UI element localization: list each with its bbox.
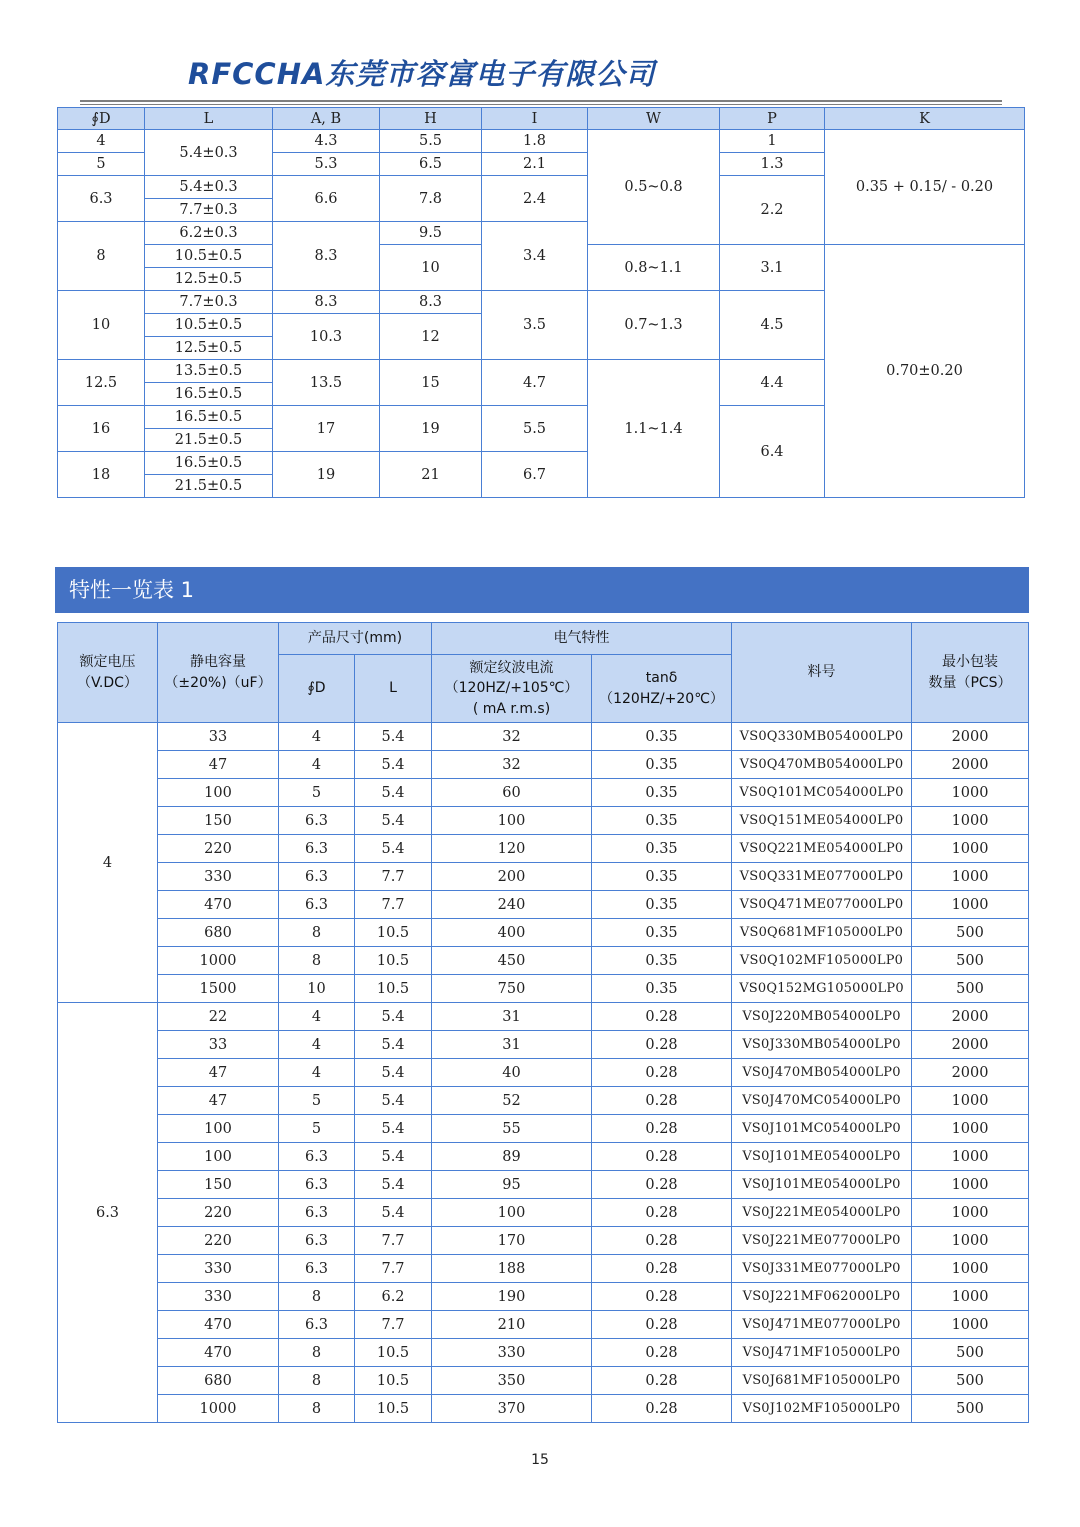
cell-min-package: 1000 [912, 1199, 1029, 1227]
cell-diameter: 8 [279, 1367, 355, 1395]
header-size: 产品尺寸(mm) [279, 623, 432, 655]
cell-h: 21 [380, 452, 482, 498]
cell-min-package: 1000 [912, 1115, 1029, 1143]
cell-h: 10 [380, 245, 482, 291]
cell-w: 0.7~1.3 [588, 291, 720, 360]
cell-capacitance: 33 [158, 723, 279, 751]
header-divider-thin [80, 104, 1002, 105]
table-row [58, 919, 1029, 947]
cell-capacitance: 1000 [158, 1395, 279, 1423]
cell-min-package: 1000 [912, 835, 1029, 863]
cell-part-number: VS0Q101MC054000LP0 [732, 779, 912, 807]
cell-d: 12.5 [58, 360, 145, 406]
cell-ripple-current: 60 [432, 779, 592, 807]
cell-k: 0.35 + 0.15/ - 0.20 [825, 130, 1025, 245]
column-header: A, B [273, 108, 380, 130]
cell-l: 13.5±0.5 [145, 360, 273, 383]
cell-w: 1.1~1.4 [588, 360, 720, 498]
cell-length: 5.4 [355, 723, 432, 751]
cell-l: 16.5±0.5 [145, 452, 273, 475]
cell-ripple-current: 52 [432, 1087, 592, 1115]
cell-min-package: 1000 [912, 1283, 1029, 1311]
cell-l: 16.5±0.5 [145, 383, 273, 406]
cell-l: 7.7±0.3 [145, 199, 273, 222]
cell-p: 2.2 [720, 176, 825, 245]
cell-diameter: 6.3 [279, 1199, 355, 1227]
cell-capacitance: 330 [158, 863, 279, 891]
cell-tan-delta: 0.35 [592, 779, 732, 807]
cell-min-package: 1000 [912, 1087, 1029, 1115]
cell-length: 5.4 [355, 807, 432, 835]
cell-l: 12.5±0.5 [145, 268, 273, 291]
cell-ripple-current: 450 [432, 947, 592, 975]
cell-min-package: 500 [912, 1339, 1029, 1367]
cell-rated-voltage: 6.3 [58, 1003, 158, 1423]
cell-l: 5.4±0.3 [145, 130, 273, 176]
cell-tan-delta: 0.28 [592, 1143, 732, 1171]
cell-capacitance: 150 [158, 1171, 279, 1199]
table-row [58, 1283, 1029, 1311]
header-length: L [355, 655, 432, 723]
cell-tan-delta: 0.35 [592, 835, 732, 863]
cell-k: 0.70±0.20 [825, 245, 1025, 498]
cell-ripple-current: 89 [432, 1143, 592, 1171]
cell-length: 5.4 [355, 835, 432, 863]
cell-tan-delta: 0.35 [592, 723, 732, 751]
cell-diameter: 4 [279, 723, 355, 751]
table-row [58, 947, 1029, 975]
cell-capacitance: 470 [158, 1311, 279, 1339]
table-row [58, 1255, 1029, 1283]
cell-min-package: 2000 [912, 1003, 1029, 1031]
cell-length: 5.4 [355, 1143, 432, 1171]
cell-tan-delta: 0.28 [592, 1031, 732, 1059]
cell-diameter: 6.3 [279, 891, 355, 919]
cell-min-package: 1000 [912, 891, 1029, 919]
header-capacitance: 静电容量 （±20%)（uF） [158, 623, 279, 723]
cell-i: 3.4 [482, 222, 588, 291]
cell-capacitance: 100 [158, 1115, 279, 1143]
cell-ripple-current: 200 [432, 863, 592, 891]
cell-capacitance: 22 [158, 1003, 279, 1031]
cell-ripple-current: 210 [432, 1311, 592, 1339]
cell-i: 5.5 [482, 406, 588, 452]
cell-part-number: VS0Q330MB054000LP0 [732, 723, 912, 751]
cell-rated-voltage: 4 [58, 723, 158, 1003]
cell-capacitance: 330 [158, 1283, 279, 1311]
cell-diameter: 8 [279, 1339, 355, 1367]
cell-tan-delta: 0.35 [592, 947, 732, 975]
cell-p: 1.3 [720, 153, 825, 176]
cell-diameter: 4 [279, 1031, 355, 1059]
cell-ripple-current: 400 [432, 919, 592, 947]
cell-d: 16 [58, 406, 145, 452]
cell-part-number: VS0J470MC054000LP0 [732, 1087, 912, 1115]
cell-diameter: 5 [279, 779, 355, 807]
cell-diameter: 6.3 [279, 1227, 355, 1255]
cell-tan-delta: 0.28 [592, 1199, 732, 1227]
cell-part-number: VS0J221MF062000LP0 [732, 1283, 912, 1311]
cell-ab: 6.6 [273, 176, 380, 222]
cell-length: 10.5 [355, 947, 432, 975]
cell-diameter: 6.3 [279, 1255, 355, 1283]
cell-part-number: VS0J220MB054000LP0 [732, 1003, 912, 1031]
cell-ab: 17 [273, 406, 380, 452]
cell-ripple-current: 95 [432, 1171, 592, 1199]
cell-d: 6.3 [58, 176, 145, 222]
table-header-row [58, 108, 1025, 130]
cell-ripple-current: 40 [432, 1059, 592, 1087]
cell-diameter: 5 [279, 1087, 355, 1115]
cell-w: 0.8~1.1 [588, 245, 720, 291]
cell-capacitance: 1500 [158, 975, 279, 1003]
cell-h: 6.5 [380, 153, 482, 176]
cell-capacitance: 47 [158, 751, 279, 779]
table-row [58, 1339, 1029, 1367]
cell-h: 7.8 [380, 176, 482, 222]
cell-ripple-current: 750 [432, 975, 592, 1003]
cell-capacitance: 33 [158, 1031, 279, 1059]
table-row [58, 1003, 1029, 1031]
cell-h: 9.5 [380, 222, 482, 245]
cell-part-number: VS0Q221ME054000LP0 [732, 835, 912, 863]
cell-capacitance: 47 [158, 1087, 279, 1115]
column-header: W [588, 108, 720, 130]
cell-l: 10.5±0.5 [145, 245, 273, 268]
cell-part-number: VS0Q471ME077000LP0 [732, 891, 912, 919]
header-electrical: 电气特性 [432, 623, 732, 655]
column-header: ∮D [58, 108, 145, 130]
cell-min-package: 500 [912, 1395, 1029, 1423]
cell-length: 7.7 [355, 891, 432, 919]
cell-diameter: 8 [279, 1395, 355, 1423]
cell-diameter: 6.3 [279, 1143, 355, 1171]
cell-ripple-current: 350 [432, 1367, 592, 1395]
cell-ripple-current: 55 [432, 1115, 592, 1143]
cell-capacitance: 470 [158, 891, 279, 919]
cell-part-number: VS0J101ME054000LP0 [732, 1143, 912, 1171]
cell-min-package: 2000 [912, 751, 1029, 779]
cell-tan-delta: 0.28 [592, 1227, 732, 1255]
header-divider [80, 100, 1002, 102]
cell-l: 5.4±0.3 [145, 176, 273, 199]
cell-tan-delta: 0.35 [592, 919, 732, 947]
cell-min-package: 500 [912, 1367, 1029, 1395]
table-row [58, 1031, 1029, 1059]
cell-part-number: VS0J221ME077000LP0 [732, 1227, 912, 1255]
cell-w: 0.5~0.8 [588, 130, 720, 245]
header-part-number: 料号 [732, 623, 912, 723]
cell-l: 6.2±0.3 [145, 222, 273, 245]
cell-p: 3.1 [720, 245, 825, 291]
table-row [58, 863, 1029, 891]
cell-tan-delta: 0.28 [592, 1255, 732, 1283]
cell-length: 5.4 [355, 1115, 432, 1143]
cell-p: 6.4 [720, 406, 825, 498]
cell-ab: 5.3 [273, 153, 380, 176]
cell-ab: 4.3 [273, 130, 380, 153]
cell-ripple-current: 32 [432, 723, 592, 751]
column-header: I [482, 108, 588, 130]
cell-i: 1.8 [482, 130, 588, 153]
table-row [58, 1311, 1029, 1339]
cell-min-package: 2000 [912, 1031, 1029, 1059]
table-row [58, 975, 1029, 1003]
cell-part-number: VS0J331ME077000LP0 [732, 1255, 912, 1283]
cell-length: 10.5 [355, 975, 432, 1003]
cell-tan-delta: 0.28 [592, 1367, 732, 1395]
column-header: K [825, 108, 1025, 130]
cell-tan-delta: 0.28 [592, 1311, 732, 1339]
cell-diameter: 5 [279, 1115, 355, 1143]
cell-ab: 8.3 [273, 222, 380, 291]
cell-l: 7.7±0.3 [145, 291, 273, 314]
cell-part-number: VS0J470MB054000LP0 [732, 1059, 912, 1087]
cell-ab: 10.3 [273, 314, 380, 360]
cell-part-number: VS0Q102MF105000LP0 [732, 947, 912, 975]
cell-tan-delta: 0.28 [592, 1087, 732, 1115]
cell-tan-delta: 0.28 [592, 1115, 732, 1143]
cell-ripple-current: 188 [432, 1255, 592, 1283]
cell-min-package: 500 [912, 919, 1029, 947]
header-tan-delta: tanδ （120HZ/+20℃） [592, 655, 732, 723]
cell-length: 7.7 [355, 863, 432, 891]
table-row [58, 1143, 1029, 1171]
cell-ripple-current: 330 [432, 1339, 592, 1367]
cell-capacitance: 330 [158, 1255, 279, 1283]
table-row [58, 1115, 1029, 1143]
cell-length: 5.4 [355, 751, 432, 779]
cell-tan-delta: 0.35 [592, 807, 732, 835]
table-row [58, 1395, 1029, 1423]
cell-l: 21.5±0.5 [145, 475, 273, 498]
cell-diameter: 6.3 [279, 807, 355, 835]
table-row [58, 1059, 1029, 1087]
cell-tan-delta: 0.28 [592, 1395, 732, 1423]
section-title-bar [55, 567, 1029, 613]
cell-i: 2.1 [482, 153, 588, 176]
cell-min-package: 1000 [912, 863, 1029, 891]
cell-i: 4.7 [482, 360, 588, 406]
cell-diameter: 10 [279, 975, 355, 1003]
dimension-table [57, 107, 1025, 498]
cell-d: 5 [58, 153, 145, 176]
cell-part-number: VS0Q470MB054000LP0 [732, 751, 912, 779]
cell-ab: 13.5 [273, 360, 380, 406]
cell-length: 6.2 [355, 1283, 432, 1311]
table-header-row [58, 623, 1029, 655]
cell-min-package: 2000 [912, 723, 1029, 751]
cell-part-number: VS0J102MF105000LP0 [732, 1395, 912, 1423]
cell-ripple-current: 240 [432, 891, 592, 919]
cell-min-package: 2000 [912, 1059, 1029, 1087]
cell-part-number: VS0J471ME077000LP0 [732, 1311, 912, 1339]
cell-part-number: VS0Q331ME077000LP0 [732, 863, 912, 891]
table-row [58, 130, 1025, 153]
table-row [58, 835, 1029, 863]
cell-min-package: 1000 [912, 1255, 1029, 1283]
column-header: L [145, 108, 273, 130]
cell-length: 5.4 [355, 1031, 432, 1059]
cell-length: 7.7 [355, 1227, 432, 1255]
cell-part-number: VS0J101MC054000LP0 [732, 1115, 912, 1143]
cell-h: 5.5 [380, 130, 482, 153]
cell-diameter: 6.3 [279, 1171, 355, 1199]
cell-diameter: 4 [279, 751, 355, 779]
table-row [58, 891, 1029, 919]
cell-capacitance: 220 [158, 1199, 279, 1227]
cell-d: 18 [58, 452, 145, 498]
cell-tan-delta: 0.35 [592, 751, 732, 779]
section-title: 特性一览表 1 [69, 578, 195, 602]
cell-i: 6.7 [482, 452, 588, 498]
cell-l: 21.5±0.5 [145, 429, 273, 452]
cell-capacitance: 100 [158, 1143, 279, 1171]
cell-tan-delta: 0.35 [592, 891, 732, 919]
cell-tan-delta: 0.28 [592, 1171, 732, 1199]
cell-part-number: VS0J330MB054000LP0 [732, 1031, 912, 1059]
cell-l: 16.5±0.5 [145, 406, 273, 429]
cell-diameter: 8 [279, 947, 355, 975]
cell-p: 1 [720, 130, 825, 153]
cell-capacitance: 220 [158, 835, 279, 863]
cell-part-number: VS0J681MF105000LP0 [732, 1367, 912, 1395]
cell-part-number: VS0Q152MG105000LP0 [732, 975, 912, 1003]
cell-length: 5.4 [355, 1059, 432, 1087]
cell-tan-delta: 0.35 [592, 863, 732, 891]
cell-i: 3.5 [482, 291, 588, 360]
cell-ripple-current: 190 [432, 1283, 592, 1311]
cell-h: 19 [380, 406, 482, 452]
header-diameter: ∮D [279, 655, 355, 723]
cell-capacitance: 1000 [158, 947, 279, 975]
cell-min-package: 1000 [912, 1311, 1029, 1339]
cell-length: 10.5 [355, 1367, 432, 1395]
page-number: 15 [531, 1452, 549, 1468]
cell-ripple-current: 100 [432, 1199, 592, 1227]
cell-ripple-current: 100 [432, 807, 592, 835]
cell-min-package: 1000 [912, 1227, 1029, 1255]
cell-part-number: VS0J221ME054000LP0 [732, 1199, 912, 1227]
cell-diameter: 6.3 [279, 835, 355, 863]
cell-length: 7.7 [355, 1311, 432, 1339]
cell-diameter: 6.3 [279, 863, 355, 891]
cell-diameter: 4 [279, 1003, 355, 1031]
column-header: H [380, 108, 482, 130]
cell-length: 5.4 [355, 1171, 432, 1199]
cell-l: 10.5±0.5 [145, 314, 273, 337]
cell-min-package: 500 [912, 947, 1029, 975]
cell-capacitance: 47 [158, 1059, 279, 1087]
header-rated-voltage: 额定电压 （V.DC） [58, 623, 158, 723]
cell-part-number: VS0Q151ME054000LP0 [732, 807, 912, 835]
cell-length: 5.4 [355, 1199, 432, 1227]
header-ripple-current: 额定纹波电流 （120HZ/+105℃） ( mA r.m.s) [432, 655, 592, 723]
cell-h: 12 [380, 314, 482, 360]
cell-d: 4 [58, 130, 145, 153]
header-min-package: 最小包装 数量（PCS） [912, 623, 1029, 723]
cell-tan-delta: 0.28 [592, 1283, 732, 1311]
cell-ripple-current: 31 [432, 1031, 592, 1059]
table-row [58, 751, 1029, 779]
table-row [58, 1227, 1029, 1255]
cell-tan-delta: 0.28 [592, 1003, 732, 1031]
table-row [58, 723, 1029, 751]
cell-l: 12.5±0.5 [145, 337, 273, 360]
cell-tan-delta: 0.28 [592, 1339, 732, 1367]
cell-ab: 8.3 [273, 291, 380, 314]
cell-h: 8.3 [380, 291, 482, 314]
cell-diameter: 8 [279, 1283, 355, 1311]
cell-tan-delta: 0.35 [592, 975, 732, 1003]
cell-min-package: 1000 [912, 1171, 1029, 1199]
cell-capacitance: 680 [158, 919, 279, 947]
cell-i: 2.4 [482, 176, 588, 222]
cell-length: 7.7 [355, 1255, 432, 1283]
cell-length: 5.4 [355, 1087, 432, 1115]
cell-part-number: VS0J101ME054000LP0 [732, 1171, 912, 1199]
cell-diameter: 6.3 [279, 1311, 355, 1339]
cell-capacitance: 680 [158, 1367, 279, 1395]
cell-length: 5.4 [355, 1003, 432, 1031]
cell-p: 4.5 [720, 291, 825, 360]
cell-min-package: 1000 [912, 1143, 1029, 1171]
cell-length: 5.4 [355, 779, 432, 807]
cell-ripple-current: 120 [432, 835, 592, 863]
cell-ripple-current: 170 [432, 1227, 592, 1255]
table-row [58, 1367, 1029, 1395]
cell-tan-delta: 0.28 [592, 1059, 732, 1087]
table-row [58, 1171, 1029, 1199]
cell-length: 10.5 [355, 1339, 432, 1367]
cell-ripple-current: 370 [432, 1395, 592, 1423]
cell-part-number: VS0J471MF105000LP0 [732, 1339, 912, 1367]
cell-part-number: VS0Q681MF105000LP0 [732, 919, 912, 947]
cell-capacitance: 150 [158, 807, 279, 835]
cell-p: 4.4 [720, 360, 825, 406]
company-logo-text: RFCCHA东莞市容富电子有限公司 [188, 57, 656, 91]
cell-ripple-current: 32 [432, 751, 592, 779]
characteristics-table [57, 622, 1029, 1423]
cell-length: 10.5 [355, 919, 432, 947]
cell-ab: 19 [273, 452, 380, 498]
table-row [58, 779, 1029, 807]
cell-diameter: 4 [279, 1059, 355, 1087]
table-row [58, 1087, 1029, 1115]
cell-ripple-current: 31 [432, 1003, 592, 1031]
cell-capacitance: 100 [158, 779, 279, 807]
cell-min-package: 1000 [912, 807, 1029, 835]
column-header: P [720, 108, 825, 130]
table-row [58, 807, 1029, 835]
cell-capacitance: 470 [158, 1339, 279, 1367]
cell-min-package: 500 [912, 975, 1029, 1003]
cell-diameter: 8 [279, 919, 355, 947]
cell-d: 8 [58, 222, 145, 291]
cell-h: 15 [380, 360, 482, 406]
cell-d: 10 [58, 291, 145, 360]
cell-length: 10.5 [355, 1395, 432, 1423]
table-row [58, 1199, 1029, 1227]
cell-capacitance: 220 [158, 1227, 279, 1255]
cell-min-package: 1000 [912, 779, 1029, 807]
